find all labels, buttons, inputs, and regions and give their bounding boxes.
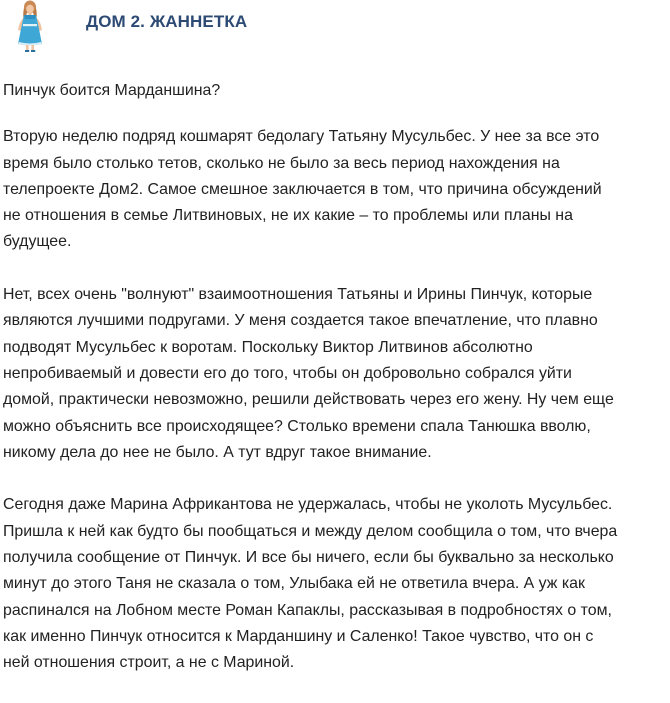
text-line: являются лучшими подругами. У меня создается такое впечатление, что плавно xyxy=(3,312,598,330)
text-line: Пришла к ней как будто бы пообщаться и между делом сообщила о том, что вчера xyxy=(3,522,618,540)
article-paragraph-1 xyxy=(3,124,667,255)
avatar[interactable] xyxy=(0,0,58,52)
blog-title[interactable]: ДОМ 2. ЖАННЕТКА xyxy=(86,12,248,31)
text-line: не отношения в семье Литвиновых, не их какие – то проблемы или планы на xyxy=(3,207,573,225)
text-line: ней отношения строит, а не с Мариной. xyxy=(3,654,295,672)
text-line: Нет, всех очень "волнуют" взаимоотношения Татьяны и Ирины Пинчук, которые xyxy=(3,286,593,304)
text-line: минут до этого Таня не сказала о том, Улыбака ей не ответила вчера. А уж как xyxy=(3,575,585,593)
text-line: непробиваемый и довести его до того, чтобы он добровольно собрался уйти xyxy=(3,364,572,382)
text-line: никому дела до нее не было. А тут вдруг такое внимание. xyxy=(3,443,432,461)
article-body xyxy=(3,78,667,703)
article-paragraph-3 xyxy=(3,492,667,676)
text-line: телепроекте Дом2. Самое смешное заключается в том, что причина обсуждений xyxy=(3,180,602,198)
text-line: можно объяснить все происходящее? Столько времени спала Танюшка вволю, xyxy=(3,417,591,435)
text-line: время было столько тетов, сколько не было за весь период нахождения на xyxy=(3,154,560,172)
girl-in-blue-dress-icon xyxy=(0,0,58,52)
article-paragraph-2 xyxy=(3,282,667,466)
blog-header xyxy=(0,0,670,58)
text-line: получила сообщение от Пинчук. И все бы ничего, если бы буквально за несколько xyxy=(3,549,614,567)
text-line: как именно Пинчук относится к Марданшину и Саленко! Такое чувство, что он с xyxy=(3,627,594,645)
text-line: распинался на Лобном месте Роман Капаклы, рассказывая в подробностях о том, xyxy=(3,601,612,619)
text-line: домой, практически невозможно, решили действовать через его жену. Ну чем еще xyxy=(3,391,614,409)
article-headline: Пинчук боится Марданшина? xyxy=(3,82,221,99)
text-line: Сегодня даже Марина Африкантова не удержалась, чтобы не уколоть Мусульбес. xyxy=(3,496,613,514)
text-line: будущее. xyxy=(3,233,72,251)
text-line: подводят Мусульбес к воротам. Поскольку Виктор Литвинов абсолютно xyxy=(3,338,533,356)
text-line: Вторую неделю подряд кошмарят бедолагу Татьяну Мусульбес. У нее за все это xyxy=(3,128,600,146)
